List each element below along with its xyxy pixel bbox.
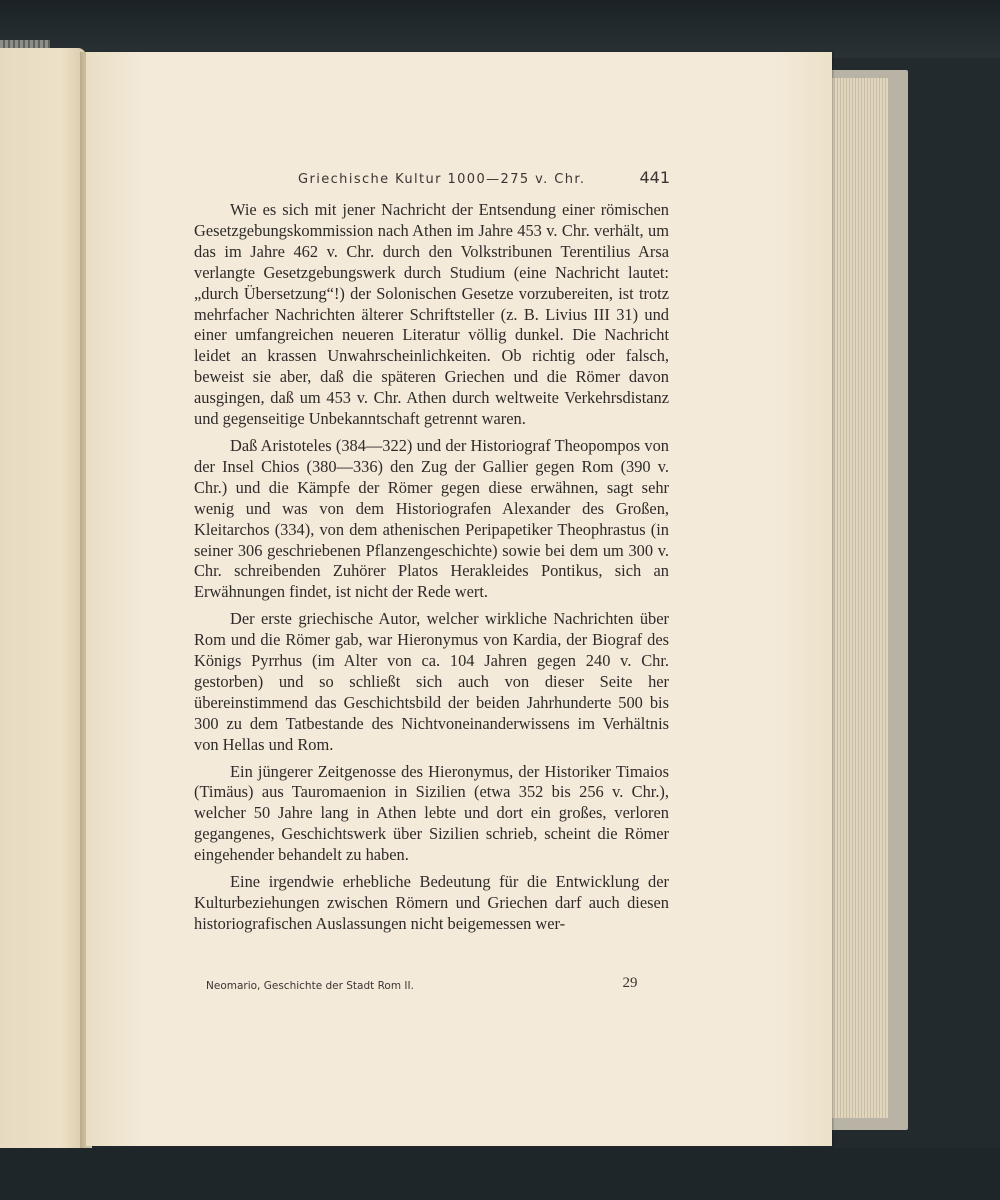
book-cover-bottom [0, 1148, 1000, 1200]
page-block-edge [832, 78, 888, 1118]
book-cover-top [0, 0, 1000, 58]
left-page [0, 48, 86, 1152]
paragraph: Eine irgendwie erhebliche Bedeutung für die Entwicklung der Kulturbeziehungen zwischen Römern und Griechen darf auch diesen historiografischen Auslassungen nicht beigemessen wer- [194, 872, 669, 933]
paragraph: Wie es sich mit jener Nachricht der Entsendung einer römischen Gesetzgebungskommission nach Athen im Jahre 453 v. Chr. verhält, um das im Jahre 462 v. Chr. durch den Volkstribunen Terentilius Arsa verlangte Gesetzgebungswerk durch Studium (eine Nachricht lautet: „durch Übersetzung“!) der Solonischen Gesetze vorzubereiten, ist trotz mehrfacher Nachrichten älterer Schriftsteller (z. B. Livius III 31) und einer umfangreichen neueren Literatur völlig dunkel. Die Nachricht leidet an krassen Unwahrscheinlichkeiten. Ob richtig oder falsch, beweist sie aber, daß die späteren Griechen und die Römer davon ausgingen, daß um 453 v. Chr. Athen durch weltweite Verkehrsdistanz und gegenseitige Unbekanntschaft getrennt waren. [194, 200, 669, 429]
body-text [194, 200, 669, 935]
footer-sheet-number: 29 [622, 975, 638, 991]
page-number: 441 [639, 168, 670, 187]
running-head: Griechische Kultur 1000—275 v. Chr. [298, 172, 586, 187]
paragraph: Der erste griechische Autor, welcher wirkliche Nachrichten über Rom und die Römer gab, war Hieronymus von Kardia, der Biograf des Königs Pyrrhus (im Alter von ca. 104 Jahren gegen 240 v. Chr. gestorben) und so schließt sich auch von dieser Seite her übereinstimmend das Geschichtsbild der beiden Jahrhunderte 500 bis 300 zu dem Tatbestande des Nichtvoneinanderwissens im Verhältnis von Hellas und Rom. [194, 609, 669, 754]
paragraph: Daß Aristoteles (384—322) und der Historiograf Theopompos von der Insel Chios (380—336) den Zug der Gallier gegen Rom (390 v. Chr.) und die Kämpfe der Römer gegen diese erwähnen, sagt sehr wenig und was von dem Historiografen Alexander des Großen, Kleitarchos (334), von dem athenischen Peripapetiker Theophrastus (in seiner 306 geschriebenen Pflanzengeschichte) sowie bei dem um 300 v. Chr. schreibenden Zuhörer Platos Herakleides Pontikus, sich an Erwähnungen findet, ist nicht der Rede wert. [194, 435, 669, 602]
paragraph: Ein jüngerer Zeitgenosse des Hieronymus, der Historiker Timaios (Timäus) aus Tauromaenion in Sizilien (etwa 352 bis 256 v. Chr.), welcher 50 Jahre lang in Athen lebte und dort ein großes, verloren gegangenes, Geschichtswerk über Sizilien schrieb, scheint die Römer eingehender behandelt zu haben. [194, 761, 669, 865]
footer-signature: Neomario, Geschichte der Stadt Rom II. [206, 980, 414, 992]
